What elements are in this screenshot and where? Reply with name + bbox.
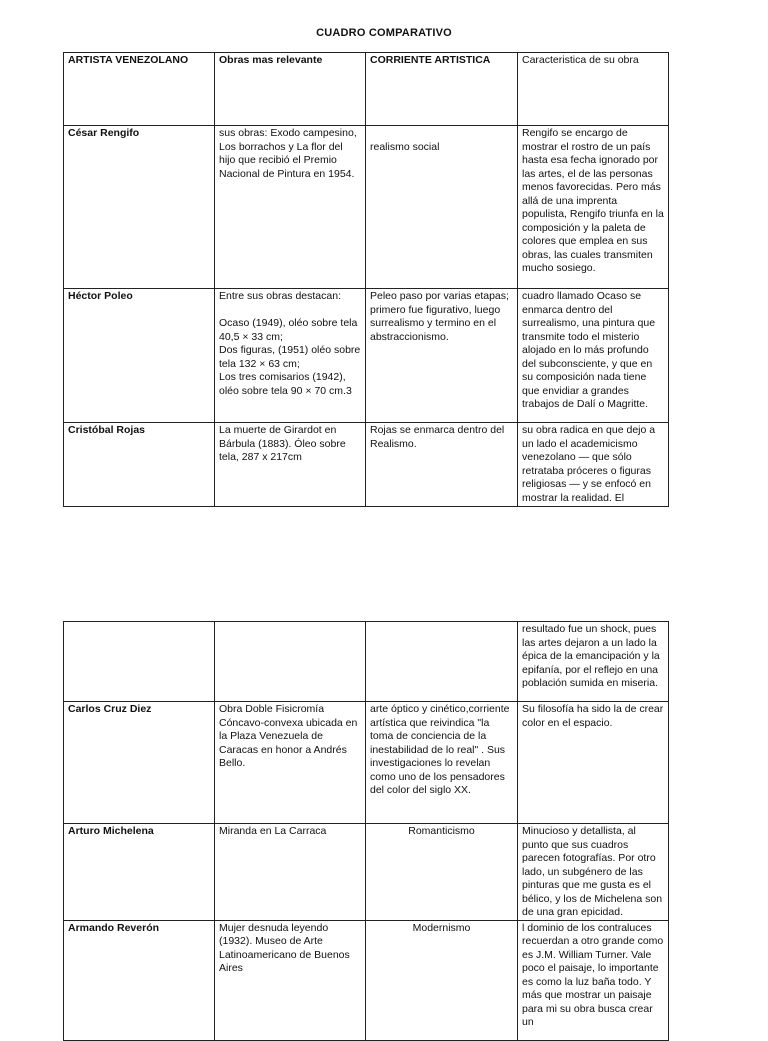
table-header-row [64, 53, 669, 126]
features-cell: cuadro llamado Ocaso se enmarca dentro del surrealismo, una pintura que transmite todo el misterio alojado en lo más profundo del subconsciente, y que en su composición nada tiene que envidiar a grandes trabajos de Dalí o Magritte. [518, 289, 669, 423]
artist-name: Héctor Poleo [64, 289, 215, 423]
movement-cell: Rojas se enmarca dentro del Realismo. [366, 423, 518, 507]
page-title: CUADRO COMPARATIVO [316, 27, 452, 39]
table-row [64, 824, 669, 921]
movement-cell: arte óptico y cinético,corriente artística que reivindica "la toma de conciencia de la inestabilidad de lo real" . Sus investigaciones lo revelan como uno de los pensadores del color del siglo XX. [366, 702, 518, 824]
header-artist: ARTISTA VENEZOLANO [64, 53, 215, 126]
artist-name: Arturo Michelena [64, 824, 215, 921]
header-movement: CORRIENTE ARTISTICA [366, 53, 518, 126]
artist-name: Carlos Cruz Diez [64, 702, 215, 824]
table-row [64, 920, 669, 1040]
movement-cell: Modernismo [366, 920, 518, 1040]
features-cell: Minucioso y detallista, al punto que sus cuadros parecen fotografías. Por otro lado, un subgénero de las pinturas que me gusta es el bélico, y los de Michelena son de una gran epicidad. [518, 824, 669, 921]
works-cell: Miranda en La Carraca [215, 824, 366, 921]
features-cell: Rengifo se encargo de mostrar el rostro de un país hasta esa fecha ignorado por las artes, el de las personas menos favorecidas. Pero más allá de una imprenta populista, Rengifo triunfa en la composición y la paleta de colores que emplea en sus obras, las cuales transmiten mucho sosiego. [518, 126, 669, 289]
header-works: Obras mas relevante [215, 53, 366, 126]
works-cell: sus obras: Exodo campesino, Los borrachos y La flor del hijo que recibió el Premio Nacional de Pintura en 1954. [215, 126, 366, 289]
artist-name: Armando Reverón [64, 920, 215, 1040]
movement-cell: realismo social [366, 126, 518, 289]
comparison-table-page-1 [63, 52, 669, 507]
features-cell: Su filosofía ha sido la de crear color en el espacio. [518, 702, 669, 824]
movement-cell: Romanticismo [366, 824, 518, 921]
table-row [64, 622, 669, 702]
works-cell: Mujer desnuda leyendo (1932). Museo de Arte Latinoamericano de Buenos Aires [215, 920, 366, 1040]
artist-name: César Rengifo [64, 126, 215, 289]
works-cell: La muerte de Girardot en Bárbula (1883). Óleo sobre tela, 287 x 217cm [215, 423, 366, 507]
works-cell: Obra Doble Fisicromía Cóncavo-convexa ubicada en la Plaza Venezuela de Caracas en honor a Andrés Bello. [215, 702, 366, 824]
works-cell: Entre sus obras destacan: Ocaso (1949), oléo sobre tela 40,5 × 33 cm; Dos figuras, (1951) oléo sobre tela 132 × 63 cm; Los tres comisarios (1942), oléo sobre tela 90 × 70 cm.3 [215, 289, 366, 423]
empty-cell [64, 622, 215, 702]
features-cell: su obra radica en que dejo a un lado el academicismo venezolano — que sólo retrataba próceres o figuras religiosas — y se enfocó en mostrar la realidad. El [518, 423, 669, 507]
table-row [64, 702, 669, 824]
artist-name: Cristóbal Rojas [64, 423, 215, 507]
table-row [64, 423, 669, 507]
features-continuation: resultado fue un shock, pues las artes dejaron a un lado la épica de la emancipación y la epifanía, por el reflejo en una población sumida en miseria. [518, 622, 669, 702]
table-row [64, 289, 669, 423]
table-row [64, 126, 669, 289]
comparison-table-page-2 [63, 621, 669, 1041]
features-cell: l dominio de los contraluces recuerdan a otro grande como es J.M. William Turner. Vale poco el paisaje, lo importante es como la luz baña todo. Y más que mostrar un paisaje para mi su obra busca crear un [518, 920, 669, 1040]
header-features: Caracteristica de su obra [518, 53, 669, 126]
empty-cell [366, 622, 518, 702]
movement-cell: Peleo paso por varias etapas; primero fue figurativo, luego surrealismo y termino en el abstraccionismo. [366, 289, 518, 423]
empty-cell [215, 622, 366, 702]
